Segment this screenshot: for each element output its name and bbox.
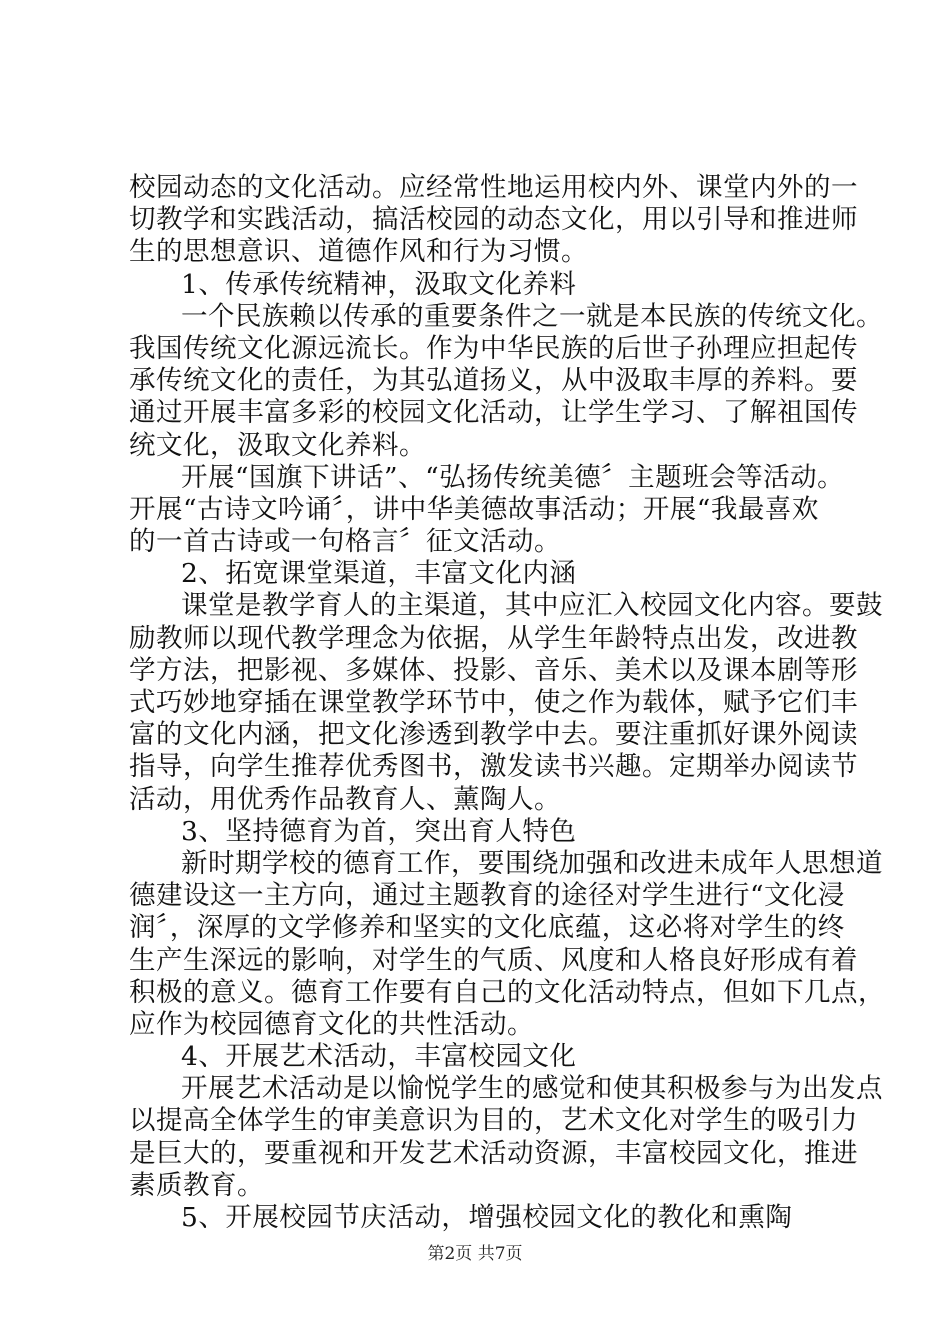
text-line: 开展“国旗下讲话”、“弘扬传统美德〞主题班会等活动。 bbox=[181, 461, 845, 493]
text-line: 一个民族赖以传承的重要条件之一就是本民族的传统文化。 bbox=[181, 300, 883, 332]
text-line: 式巧妙地穿插在课堂教学环节中，使之作为载体，赋予它们丰 bbox=[129, 687, 858, 718]
text-line: 课堂是教学育人的主渠道，其中应汇入校园文化内容。要鼓 bbox=[181, 590, 883, 622]
text-line: 以提高全体学生的审美意识为目的，艺术文化对学生的吸引力 bbox=[129, 1105, 858, 1137]
text-line: 5、开展校园节庆活动，增强校园文化的教化和熏陶 bbox=[181, 1202, 793, 1233]
text-line: 润〞，深厚的文学修养和坚实的文化底蕴，这必将对学生的终 bbox=[129, 912, 845, 944]
text-line: 德建设这一主方向，通过主题教育的途径对学生进行“文化浸 bbox=[129, 880, 846, 912]
text-line: 素质教育。 bbox=[129, 1169, 264, 1201]
text-line: 1、传承传统精神，汲取文化养料 bbox=[181, 268, 577, 300]
text-line: 开展“古诗文吟诵〞，讲中华美德故事活动；开展“我最喜欢 bbox=[129, 493, 819, 525]
document-body bbox=[129, 172, 885, 1234]
text-line: 4、开展艺术活动，丰富校园文化 bbox=[181, 1041, 577, 1073]
text-line: 富的文化内涵，把文化渗透到教学中去。要注重抓好课外阅读 bbox=[129, 719, 858, 751]
text-line: 统文化，汲取文化养料。 bbox=[129, 429, 426, 461]
text-line: 2、拓宽课堂渠道，丰富文化内涵 bbox=[181, 558, 577, 590]
text-line: 承传统文化的责任，为其弘道扬义，从中汲取丰厚的养料。要 bbox=[129, 365, 858, 397]
text-line: 积极的意义。德育工作要有自己的文化活动特点，但如下几点， bbox=[129, 976, 885, 1008]
text-line: 的一首古诗或一句格言〞征文活动。 bbox=[129, 526, 561, 558]
page-footer: 第2页 共7页 bbox=[427, 1244, 523, 1264]
text-line: 我国传统文化源远流长。作为中华民族的后世子孙理应担起传 bbox=[129, 332, 858, 364]
text-line: 应作为校园德育文化的共性活动。 bbox=[129, 1008, 534, 1040]
text-line: 通过开展丰富多彩的校园文化活动，让学生学习、了解祖国传 bbox=[129, 397, 858, 429]
text-line: 是巨大的，要重视和开发艺术活动资源，丰富校园文化，推进 bbox=[129, 1137, 858, 1169]
text-line: 指导，向学生推荐优秀图书，激发读书兴趣。定期举办阅读节 bbox=[129, 751, 858, 783]
text-line: 校园动态的文化活动。应经常性地运用校内外、课堂内外的一 bbox=[129, 172, 858, 203]
text-line: 学方法，把影视、多媒体、投影、音乐、美术以及课本剧等形 bbox=[129, 654, 858, 686]
text-line: 新时期学校的德育工作，要围绕加强和改进未成年人思想道 bbox=[181, 847, 883, 879]
text-line: 开展艺术活动是以愉悦学生的感觉和使其积极参与为出发点 bbox=[181, 1073, 883, 1105]
text-line: 切教学和实践活动，搞活校园的动态文化，用以引导和推进师 bbox=[129, 204, 858, 236]
text-line: 生的思想意识、道德作风和行为习惯。 bbox=[129, 236, 588, 268]
text-line: 生产生深远的影响，对学生的气质、风度和人格良好形成有着 bbox=[129, 944, 858, 976]
text-line: 励教师以现代教学理念为依据，从学生年龄特点出发，改进教 bbox=[129, 622, 858, 654]
text-line: 3、坚持德育为首，突出育人特色 bbox=[181, 815, 577, 847]
text-line: 活动，用优秀作品教育人、薰陶人。 bbox=[129, 783, 561, 815]
